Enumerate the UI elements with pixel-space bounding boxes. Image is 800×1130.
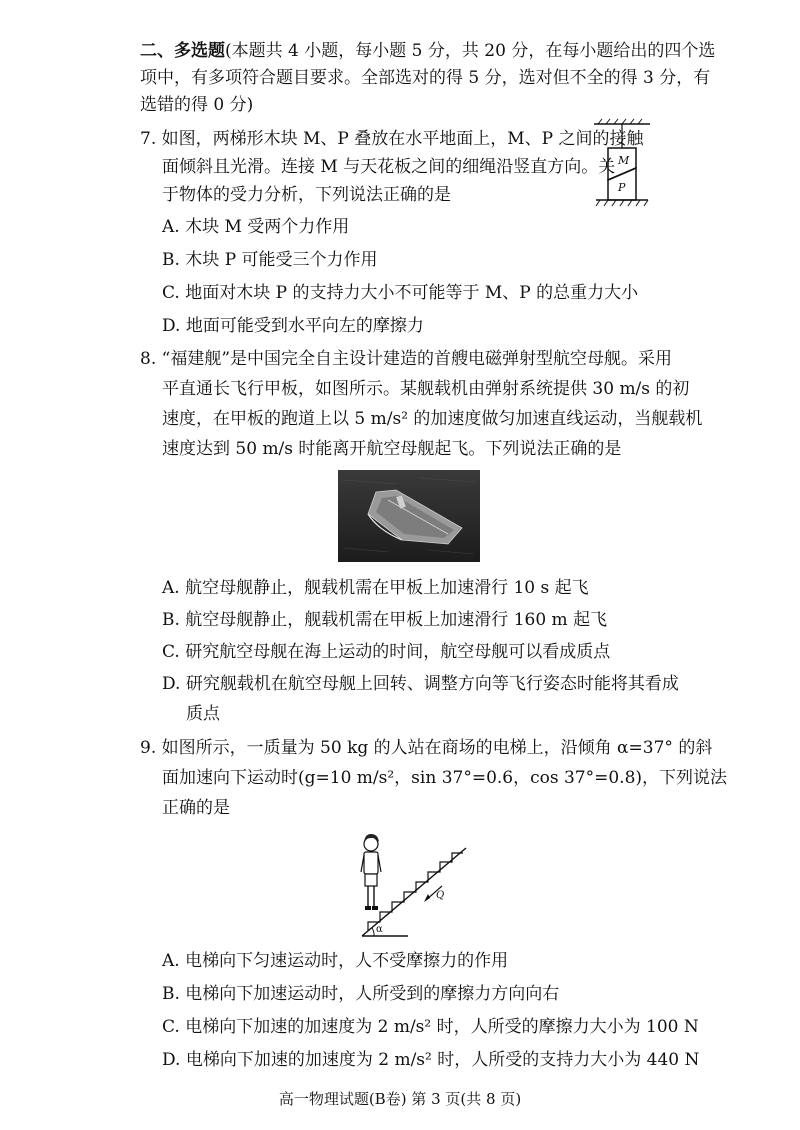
q7-blocks-figure bbox=[588, 118, 656, 214]
q7-stem-line-3: 于物体的受力分析，下列说法正确的是 bbox=[162, 185, 451, 205]
section-intro-line-3: 选错的得 0 分) bbox=[140, 95, 254, 115]
q8-stem-line-3: 速度，在甲板的跑道上以 5 m/s² 的加速度做匀加速直线运动，当舰载机 bbox=[162, 409, 703, 429]
q9-option-b: B. 电梯向下加速运动时，人所受到的摩擦力方向向右 bbox=[162, 984, 560, 1004]
q8-stem-line-1: 8. “福建舰”是中国完全自主设计建造的首艘电磁弹射型航空母舰。采用 bbox=[140, 349, 673, 369]
q8-option-d: D. 研究舰载机在航空母舰上回转、调整方向等飞行姿态时能将其看成 bbox=[162, 674, 679, 694]
section-intro-line-2: 项中，有多项符合题目要求。全部选对的得 5 分，选对但不全的得 3 分，有 bbox=[140, 68, 711, 88]
q7-option-a: A. 木块 M 受两个力作用 bbox=[162, 217, 350, 237]
q8-option-d-continued: 质点 bbox=[186, 704, 220, 724]
q9-stem-line-3: 正确的是 bbox=[162, 798, 230, 818]
q7-option-b: B. 木块 P 可能受三个力作用 bbox=[162, 250, 378, 270]
q9-escalator-figure bbox=[348, 828, 468, 940]
q8-option-c: C. 研究航空母舰在海上运动的时间，航空母舰可以看成质点 bbox=[162, 642, 611, 662]
q9-option-d: D. 电梯向下加速的加速度为 2 m/s² 时，人所受的支持力大小为 440 N bbox=[162, 1050, 700, 1070]
q9-option-c: C. 电梯向下加速的加速度为 2 m/s² 时，人所受的摩擦力大小为 100 N bbox=[162, 1017, 699, 1037]
q8-stem-line-4: 速度达到 50 m/s 时能离开航空母舰起飞。下列说法正确的是 bbox=[162, 439, 622, 459]
label-m: M bbox=[618, 154, 630, 167]
q8-option-a: A. 航空母舰静止，舰载机需在甲板上加速滑行 10 s 起飞 bbox=[162, 578, 589, 598]
q7-stem-line-1: 7. 如图，两梯形木块 M、P 叠放在水平地面上，M、P 之间的接触 bbox=[140, 129, 644, 149]
label-q: Q bbox=[436, 890, 445, 901]
q7-option-d: D. 地面可能受到水平向左的摩擦力 bbox=[162, 316, 424, 336]
q9-stem-line-2: 面加速向下运动时(g=10 m/s²，sin 37°=0.6，cos 37°=0.8)，下列说法 bbox=[162, 768, 728, 788]
page-footer: 高一物理试题(B卷) 第 3 页(共 8 页) bbox=[278, 1090, 522, 1108]
label-p: P bbox=[618, 181, 626, 194]
q7-stem-line-2: 面倾斜且光滑。连接 M 与天花板之间的细绳沿竖直方向。关 bbox=[162, 157, 616, 177]
person-figure bbox=[361, 834, 381, 910]
q8-option-b: B. 航空母舰静止，舰载机需在甲板上加速滑行 160 m 起飞 bbox=[162, 610, 608, 630]
section-intro-line-1 bbox=[140, 38, 715, 64]
section-intro-text-1: (本题共 4 小题，每小题 5 分，共 20 分，在每小题给出的四个选 bbox=[225, 41, 716, 61]
q8-stem-line-2: 平直通长飞行甲板，如图所示。某舰载机由弹射系统提供 30 m/s 的初 bbox=[162, 379, 690, 399]
aircraft-carrier-photo bbox=[338, 470, 480, 562]
section-title: 二、多选题 bbox=[140, 41, 225, 61]
q9-option-a: A. 电梯向下匀速运动时，人不受摩擦力的作用 bbox=[162, 951, 509, 971]
label-alpha: α bbox=[376, 924, 383, 935]
q9-stem-line-1: 9. 如图所示，一质量为 50 kg 的人站在商场的电梯上，沿倾角 α=37° 的斜 bbox=[140, 738, 713, 758]
q7-option-c: C. 地面对木块 P 的支持力大小不可能等于 M、P 的总重力大小 bbox=[162, 283, 639, 303]
